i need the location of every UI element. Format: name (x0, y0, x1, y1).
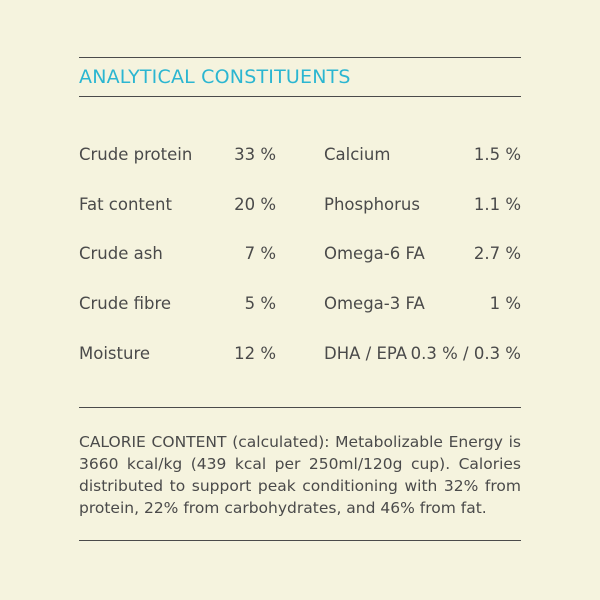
section-title: ANALYTICAL CONSTITUENTS (79, 66, 351, 88)
constituent-value: 1.1 % (473, 195, 521, 214)
constituent-value: 7 % (244, 244, 276, 263)
calorie-content-paragraph: CALORIE CONTENT (calculated): Metabolizable Energy is 3660 kcal/kg (439 kcal per 250ml/120g cup). Calories distributed to support peak conditioning with 32% from protein, 22% from carbohydrates, and 46% from fat. (79, 433, 521, 517)
constituent-value: 5 % (244, 294, 276, 313)
constituent-label: Moisture (79, 344, 151, 363)
bottom-rule (79, 540, 521, 541)
top-rule (79, 57, 521, 58)
constituent-value: 1.5 % (473, 145, 521, 164)
constituent-label: Omega-3 FA (324, 294, 425, 313)
constituent-label: Crude protein (79, 145, 193, 164)
constituent-value: 33 % (234, 145, 276, 164)
middle-rule (79, 407, 521, 408)
constituent-label: Calcium (324, 145, 391, 164)
constituent-value: 12 % (234, 344, 276, 363)
constituent-label: Omega-6 FA (324, 244, 425, 263)
constituent-value: 20 % (234, 195, 276, 214)
constituent-value: 1 % (489, 294, 521, 313)
constituent-value: 2.7 % (473, 244, 521, 263)
constituent-label: Phosphorus (324, 195, 420, 214)
constituent-label: DHA / EPA (324, 344, 408, 363)
constituent-label: Crude fibre (79, 294, 172, 313)
constituent-label: Fat content (79, 195, 172, 214)
constituent-label: Crude ash (79, 244, 163, 263)
constituent-value: 0.3 % / 0.3 % (410, 344, 521, 363)
title-underline-rule (79, 96, 521, 97)
